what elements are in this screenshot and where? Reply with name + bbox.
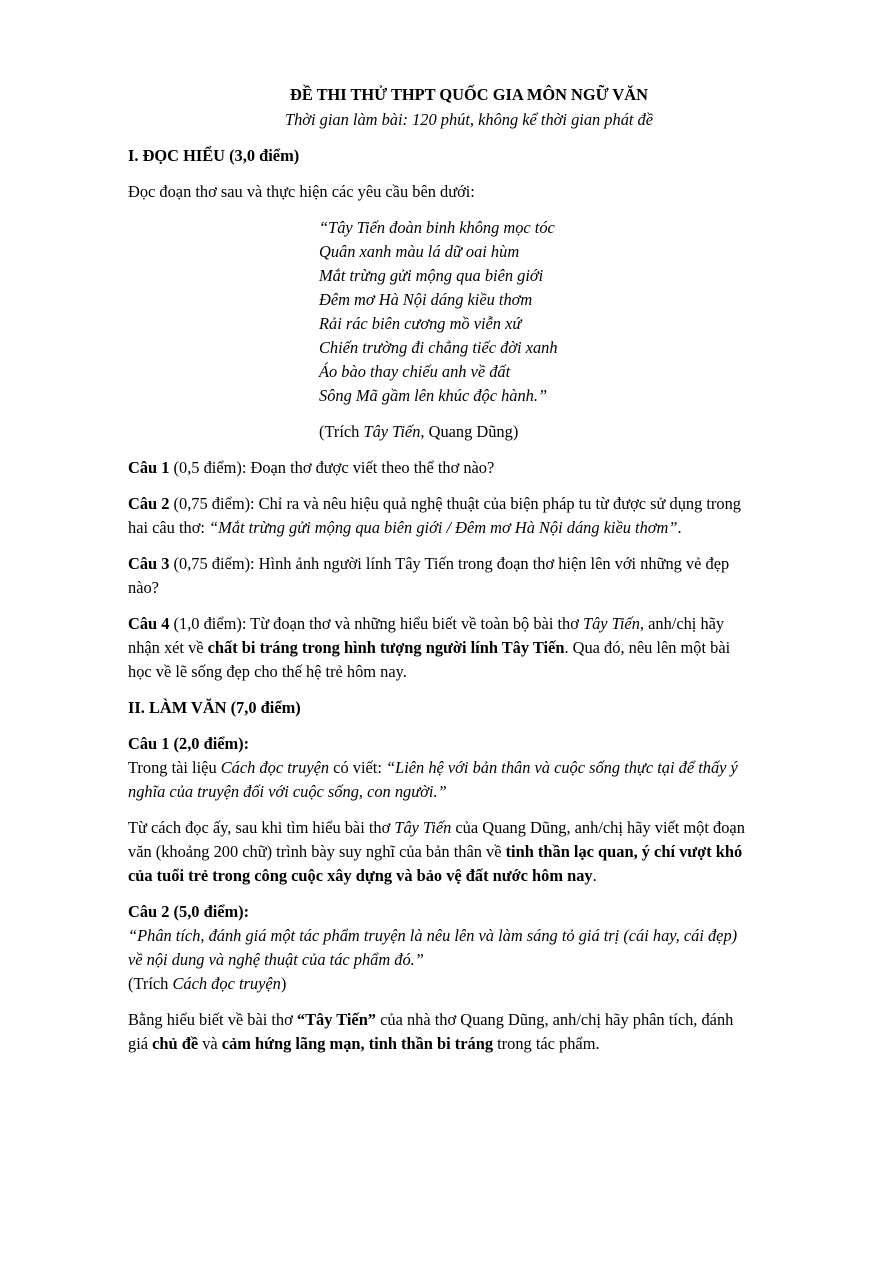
section-heading-writing: II. LÀM VĂN (7,0 điểm) bbox=[128, 698, 301, 717]
poem-line: Chiến trường đi chẳng tiếc đời xanh bbox=[319, 338, 558, 357]
poem-line: Rải rác biên cương mồ viễn xứ bbox=[319, 314, 522, 333]
question-label: Câu 3 bbox=[128, 554, 170, 573]
question-label: Câu 4 bbox=[128, 614, 170, 633]
question-label: Câu 1 (2,0 điểm): bbox=[128, 734, 250, 753]
question-label: Câu 2 (5,0 điểm): bbox=[128, 902, 250, 921]
poem-source: (Trích Tây Tiến, Quang Dũng) bbox=[319, 422, 519, 441]
exam-title: ĐỀ THI THỬ THPT QUỐC GIA MÔN NGỮ VĂN bbox=[290, 85, 648, 104]
question-1: Câu 1 (0,5 điểm): Đoạn thơ được viết theo thể thơ nào? bbox=[128, 458, 495, 477]
section-heading-reading: I. ĐỌC HIỂU (3,0 điểm) bbox=[128, 146, 300, 165]
reading-instruction: Đọc đoạn thơ sau và thực hiện các yêu cầu bên dưới: bbox=[128, 182, 475, 201]
poem-line: Sông Mã gầm lên khúc độc hành.” bbox=[319, 386, 548, 405]
question-label: Câu 1 bbox=[128, 458, 170, 477]
exam-time-note: Thời gian làm bài: 120 phút, không kể thời gian phát đề bbox=[284, 110, 654, 129]
exam-page: ĐỀ THI THỬ THPT QUỐC GIA MÔN NGỮ VĂN Thời gian làm bài: 120 phút, không kể thời gian phát đề I. ĐỌC HIỂU (3,0 điểm) Đọc đoạn thơ sau và thực hiện các yêu cầu bên dưới: “Tây Tiến đoàn binh không mọc tóc Quân xanh màu lá dữ oai hùm Mắt trừng gửi mộng qua biên giới Đêm mơ Hà Nội dáng kiều thơm Rải rác biên cương mồ viễn xứ Chiến trường đi chẳng tiếc đời xanh Áo bào thay chiếu anh về đất Sông Mã gầm lên khúc độc hành.” (Trích Tây Tiến, Quang Dũng) Câu 1 (0,5 điểm): Đoạn thơ được viết theo thể thơ nào? Câu 2 (0,75 điểm): Chỉ ra và nêu hiệu quả nghệ thuật của biện pháp tu từ được sử dụng trong hai câu thơ: “Mắt trừng gửi mộng qua biên giới / Đêm mơ Hà Nội dáng kiều thơm”. Câu 3 (0,75 điểm): Hình ảnh người lính Tây Tiến trong đoạn thơ hiện lên với những vẻ đẹp nào? Câu 4 (1,0 điểm): Từ đoạn thơ và những hiểu biết về toàn bộ bài thơ Tây Tiến, anh/chị hãy nhận xét về chất bi tráng trong hình tượng người lính Tây Tiến. Qua đó, nêu lên một bài học về lẽ sống đẹp cho thế hệ trẻ hôm nay. II. LÀM VĂN (7,0 điểm) Câu 1 (2,0 điểm): Trong tài liệu Cách đọc truyện có viết: “Liên hệ với bản thân và cuộc sống thực tại để thấy ý nghĩa của truyện đối với cuộc sống, con người.” Từ cách đọc ấy, sau khi tìm hiểu bài thơ Tây Tiến của Quang Dũng, anh/chị hãy viết một đoạn văn (khoảng 200 chữ) trình bày suy nghĩ của bản thân về tinh thần lạc quan, ý chí vượt khó của tuổi trẻ trong công cuộc xây dựng và bảo vệ đất nước hôm nay. Câu 2 (5,0 điểm): “Phân tích, đánh giá một tác phẩm truyện là nêu lên và làm sáng tỏ giá trị (cái hay, cái đẹp) về nội dung và nghệ thuật của tác phẩm đó.” (Trích Cách đọc truyện) Bằng hiểu biết về bài thơ “Tây Tiến” của nhà thơ Quang Dũng, anh/chị hãy phân tích, đánh giá chủ đề và cảm hứng lãng mạn, tinh thần bi tráng trong tác phẩm. bbox=[0, 0, 892, 1263]
poem-line: Áo bào thay chiếu anh về đất bbox=[319, 362, 511, 381]
poem-line: Mắt trừng gửi mộng qua biên giới bbox=[319, 266, 544, 285]
poem-line: Quân xanh màu lá dữ oai hùm bbox=[319, 242, 520, 261]
poem-line: “Tây Tiến đoàn binh không mọc tóc bbox=[319, 218, 555, 237]
poem-line: Đêm mơ Hà Nội dáng kiều thơm bbox=[319, 290, 533, 309]
question-label: Câu 2 bbox=[128, 494, 170, 513]
